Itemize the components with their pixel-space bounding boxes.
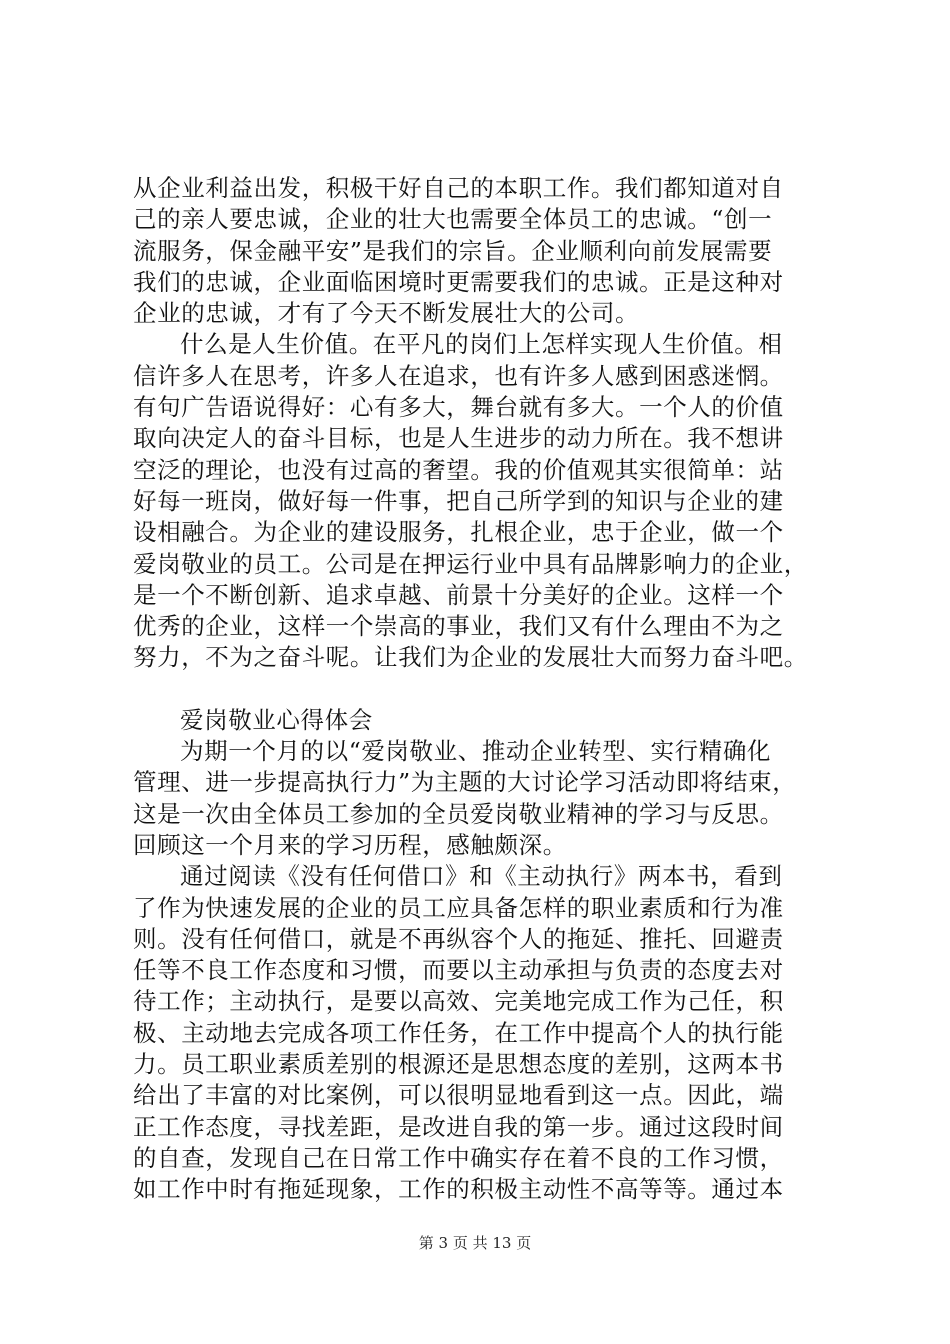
text-line: 的自查，发现自己在日常工作中确实存在着不良的工作习惯， (133, 1143, 784, 1172)
text-line: 企业的忠诚，才有了今天不断发展壮大的公司。 (133, 299, 640, 328)
text-line: 爱岗敬业的员工。公司是在押运行业中具有品牌影响力的企业， (133, 549, 808, 578)
text-line: 这是一次由全体员工参加的全员爱岗敬业精神的学习与反思。 (133, 799, 784, 828)
text-line: 力。员工职业素质差别的根源还是思想态度的差别，这两本书 (133, 1050, 784, 1079)
text-line: 取向决定人的奋斗目标，也是人生进步的动力所在。我不想讲 (133, 424, 784, 453)
text-line: 从企业利益出发，积极干好自己的本职工作。我们都知道对自 (133, 174, 784, 202)
text-line: 则。没有任何借口，就是不再纵容个人的拖延、推托、回避责 (133, 924, 784, 953)
text-line: 极、主动地去完成各项工作任务，在工作中提高个人的执行能 (133, 1018, 784, 1047)
text-line: 给出了丰富的对比案例，可以很明显地看到这一点。因此，端 (133, 1081, 784, 1110)
text-line: 任等不良工作态度和习惯，而要以主动承担与负责的态度去对 (133, 956, 784, 985)
text-line: 什么是人生价值。在平凡的岗们上怎样实现人生价值。相 (180, 330, 783, 359)
text-line: 回顾这一个月来的学习历程，感触颇深。 (133, 830, 567, 859)
text-line: 了作为快速发展的企业的员工应具备怎样的职业素质和行为准 (133, 893, 784, 922)
text-line: 正工作态度，寻找差距，是改进自我的第一步。通过这段时间 (133, 1112, 784, 1141)
text-line: 待工作；主动执行，是要以高效、完美地完成工作为己任，积 (133, 987, 784, 1016)
text-line: 努力，不为之奋斗呢。让我们为企业的发展壮大而努力奋斗吧。 (133, 643, 808, 672)
page-number-label: 第 3 页 共 13 页 (418, 1234, 532, 1252)
text-line: 空泛的理论，也没有过高的奢望。我的价值观其实很简单：站 (133, 455, 784, 484)
text-line: 有句广告语说得好：心有多大，舞台就有多大。一个人的价值 (133, 393, 784, 422)
text-line: 如工作中时有拖延现象，工作的积极主动性不高等等。通过本 (133, 1175, 784, 1204)
text-line: 优秀的企业，这样一个崇高的事业，我们又有什么理由不为之 (133, 612, 784, 641)
paragraph-loyalty (133, 173, 849, 329)
text-line: 流服务，保金融平安”是我们的宗旨。企业顺利向前发展需要 (133, 236, 773, 265)
article-title: 爱岗敬业心得体会 (180, 705, 373, 734)
text-line: 设相融合。为企业的建设服务，扎根企业，忠于企业，做一个 (133, 518, 784, 547)
paragraph-reading-reflection (133, 861, 849, 1205)
document-body (133, 173, 849, 1206)
page-footer (0, 1232, 950, 1253)
text-line: 管理、进一步提高执行力”为主题的大讨论学习活动即将结束， (133, 768, 797, 797)
text-line: 我们的忠诚，企业面临困境时更需要我们的忠诚。正是这种对 (133, 267, 784, 296)
paragraph-activity-intro (133, 736, 849, 861)
text-line: 是一个不断创新、追求卓越、前景十分美好的企业。这样一个 (133, 580, 784, 609)
text-line: 信许多人在思考，许多人在追求，也有许多人感到困惑迷惘。 (133, 361, 784, 390)
paragraph-life-value (133, 329, 849, 673)
text-line: 己的亲人要忠诚，企业的壮大也需要全体员工的忠诚。“创一 (133, 205, 773, 234)
text-line: 好每一班岗，做好每一件事，把自己所学到的知识与企业的建 (133, 486, 784, 515)
text-line: 为期一个月的以“爱岗敬业、推动企业转型、实行精确化 (180, 737, 772, 766)
paragraph-gap (133, 674, 849, 705)
text-line: 通过阅读《没有任何借口》和《主动执行》两本书，看到 (180, 862, 783, 891)
